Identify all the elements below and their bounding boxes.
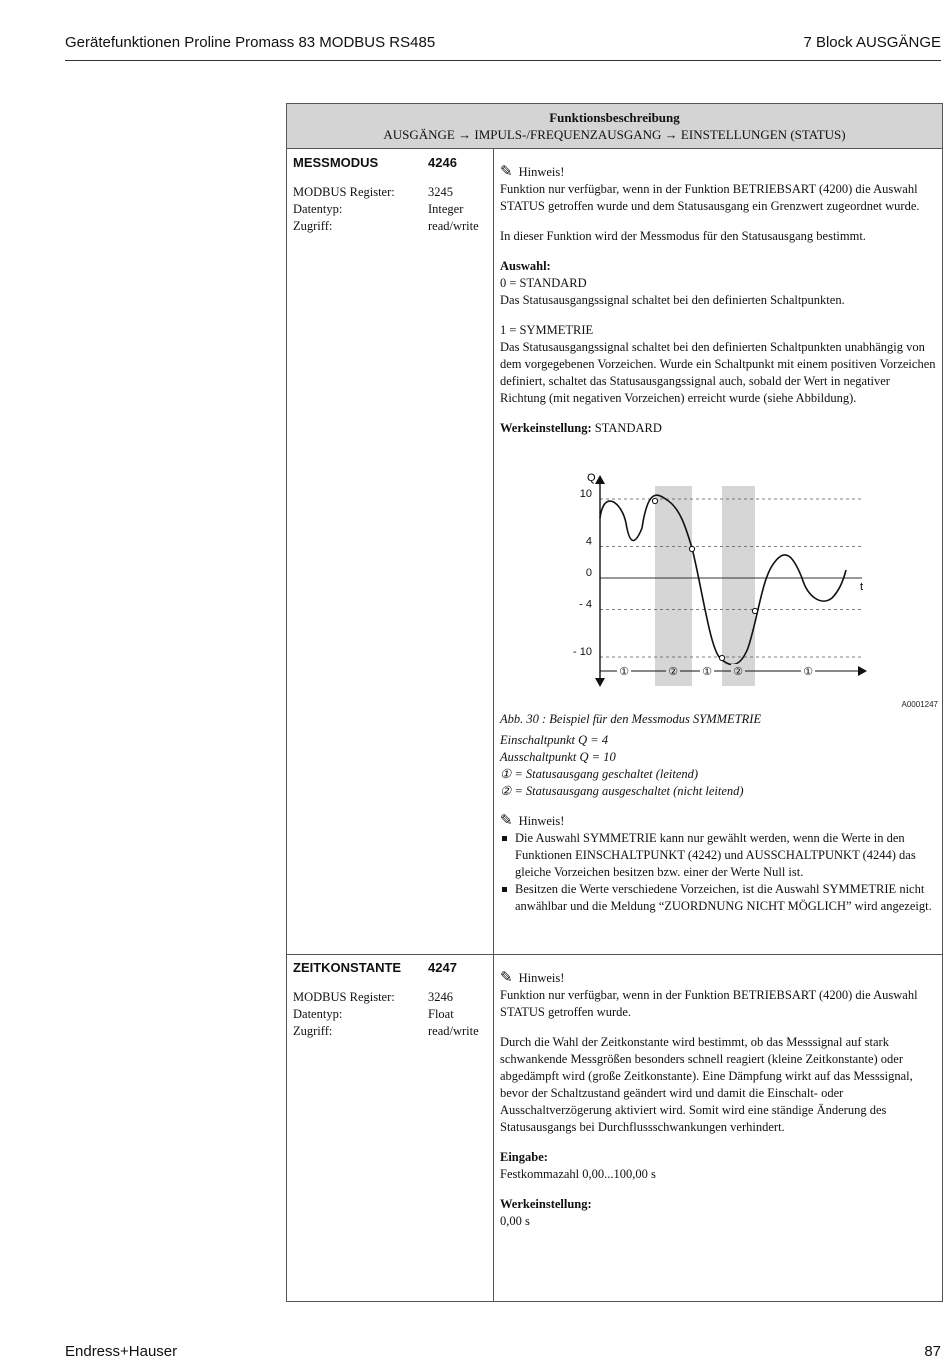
figure-caption-block [500,711,936,915]
function-code: 4247 [428,960,457,975]
datatype-value: Float [428,1007,454,1021]
figure-id: A0001247 [901,700,938,709]
pencil-icon: ✎ [500,164,513,180]
caption-line: ② = Statusausgang ausgeschaltet (nicht leitend) [500,784,744,798]
x-axis-label: t [860,581,864,593]
register-value: 3245 [428,185,453,199]
option-symmetrie: 1 = SYMMETRIE [500,323,594,337]
state-marker: ② [668,665,678,678]
hint-heading [500,164,936,181]
access-label: Zugriff: [293,1024,333,1038]
switch-point [652,498,657,503]
pencil-icon: ✎ [500,813,513,829]
register-label: MODBUS Register: [293,185,395,199]
switch-point [752,608,757,613]
datatype-value: Integer [428,202,464,216]
hint-heading [500,970,936,987]
factory-setting [500,420,936,437]
symmetrie-chart [562,468,892,698]
y-tick-label: - 4 [579,598,592,611]
hint-text: Funktion nur verfügbar, wenn in der Funktion BETRIEBSART (4200) die Auswahl STATUS getroffen wurde. [500,988,918,1019]
table-header-title: Funktionsbeschreibung [549,110,680,125]
page-number: 87 [924,1343,941,1360]
factory-setting-value: STANDARD [594,421,662,435]
figure-caption: Abb. 30 : Beispiel für den Messmodus SYMMETRIE [500,712,762,726]
hint-text: Funktion nur verfügbar, wenn in der Funktion BETRIEBSART (4200) die Auswahl STATUS getroffen wurde und dem Statusausgang ein Grenzwert zugeordnet wurde. [500,182,920,213]
option-standard-desc: Das Statusausgangssignal schaltet bei den definierten Schaltpunkten. [500,293,845,307]
zeitkonstante-description [500,970,936,1230]
running-header-title: Gerätefunktionen Proline Promass 83 MODBUS RS485 [65,34,436,51]
table-header [287,104,942,149]
factory-setting-label: Werkeinstellung: [500,421,592,435]
access-value: read/write [428,1024,479,1038]
caption-line: Ausschaltpunkt Q = 10 [500,750,616,764]
row-divider [287,954,942,955]
description-text: Durch die Wahl der Zeitkonstante wird bestimmt, ob das Messsignal auf stark schwankende Messgrößen besonders schnell reagiert (kleine Zeitkonstante) oder abgedämpft wird (große Zeitkonstante). Eine Dämpfung wirkt auf das Messsignal, bevor der Schaltzustand geändert wird und damit die Einschalt- oder Ausschaltverzögerung aktiviert wird. Somit wird eine ständige Änderung des Statusausgangs bei Durchflussschwankungen verhindert. [500,1035,913,1134]
factory-setting-label: Werkeinstellung: [500,1197,592,1211]
caption-line: Einschaltpunkt Q = 4 [500,733,609,747]
y-tick-label: 4 [585,535,592,548]
y-axis-arrow-down [595,678,605,687]
eingabe-label: Eingabe: [500,1150,548,1164]
hint-label: Hinweis! [518,971,565,985]
intro-text: In dieser Funktion wird der Messmodus für den Statusausgang bestimmt. [500,229,866,243]
state-axis-arrow [858,666,867,676]
column-divider [493,149,494,1301]
hint-heading [500,813,936,830]
datatype-label: Datentyp: [293,202,343,216]
function-name: MESSMODUS [293,155,379,170]
function-table [286,103,943,1302]
header-rule [65,60,941,61]
messmodus-meta [293,154,488,235]
register-label: MODBUS Register: [293,990,395,1004]
state-marker: ① [702,665,712,678]
zeitkonstante-meta [293,959,488,1040]
list-item: Die Auswahl SYMMETRIE kann nur gewählt werden, wenn die Werte in den Funktionen EINSCHALTPUNKT (4242) und AUSSCHALTPUNKT (4244) das gleiche Vorzeichen besitzen bzw. einer der Werte Null ist. [500,830,936,881]
eingabe-value: Festkommazahl 0,00...100,00 s [500,1167,656,1181]
messmodus-description [500,164,936,450]
switch-point [689,546,694,551]
state-marker: ① [619,665,629,678]
option-symmetrie-desc: Das Statusausgangssignal schaltet bei den definierten Schaltpunkten unabhängig von dem vorgegebenen Vorzeichen. Wurde ein Schaltpunkt mit einem positiven Vorzeichen definiert, schaltet das Statusausgangssignal auch, sobald der Wert in negativer Richtung (mit negativen Vorzeichen) erreicht wurde (siehe Abbildung). [500,340,936,405]
access-value: read/write [428,219,479,233]
off-band [655,486,692,686]
footer-brand: Endress+Hauser [65,1343,178,1360]
off-band [722,486,755,686]
function-code: 4246 [428,155,457,170]
factory-setting-value: 0,00 s [500,1214,530,1228]
list-item: Besitzen die Werte verschiedene Vorzeichen, ist die Auswahl SYMMETRIE nicht anwählbar und die Meldung “ZUORDNUNG NICHT MÖGLICH” wird angezeigt. [500,881,936,915]
function-name: ZEITKONSTANTE [293,960,402,975]
y-tick-label: 0 [585,567,592,579]
y-tick-label: - 10 [573,646,592,658]
hint-label: Hinweis! [518,165,565,179]
switch-point [719,655,724,660]
datatype-label: Datentyp: [293,1007,343,1021]
access-label: Zugriff: [293,219,333,233]
y-axis-label: Q [587,472,596,484]
auswahl-label: Auswahl: [500,259,551,273]
state-marker: ② [733,665,743,678]
hint-label: Hinweis! [518,814,565,828]
pencil-icon: ✎ [500,970,513,986]
running-header-section: 7 Block AUSGÄNGE [803,34,941,51]
y-tick-label: 10 [579,488,592,500]
state-marker: ① [803,665,813,678]
option-standard: 0 = STANDARD [500,276,587,290]
caption-line: ① = Statusausgang geschaltet (leitend) [500,767,699,781]
table-header-path: AUSGÄNGE → IMPULS-/FREQUENZAUSGANG → EINSTELLUNGEN (STATUS) [383,127,846,142]
register-value: 3246 [428,990,453,1004]
hint-list [500,830,936,915]
y-axis-arrow [595,475,605,484]
